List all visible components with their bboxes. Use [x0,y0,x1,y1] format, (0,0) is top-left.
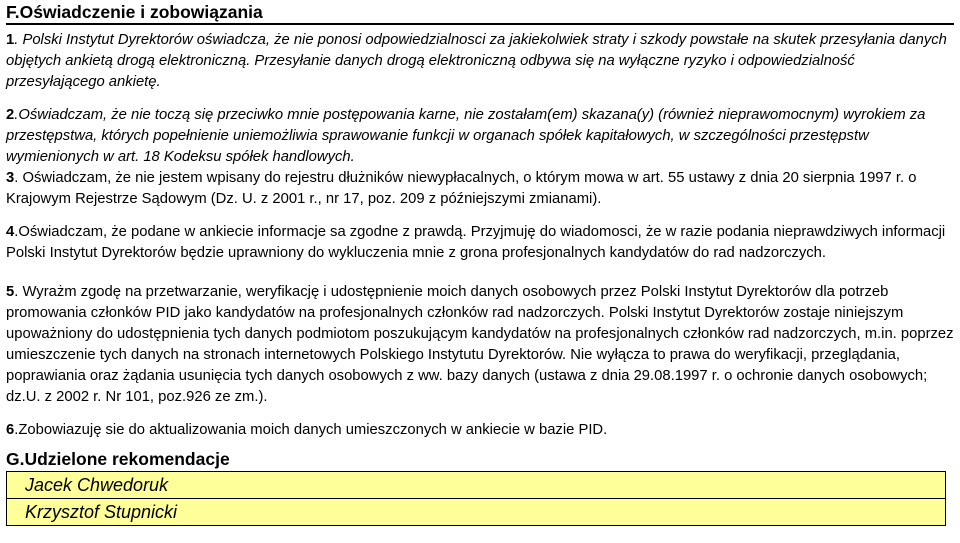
statement-4-number: 4 [6,224,15,240]
statement-1-text: . Polski Instytut Dyrektorów oświadcza, że nie ponosi odpowiedzialnosci za jakiekolwiek straty i szkody powstałe na skutek przesyłania danych objętych ankietą drogą elektroniczną. Przesyłanie danych drogą elektroniczną odbywa się na wyłączne ryzyko i odpowiedzialność przesyłającego ankietę. [6,32,947,90]
statement-2-number: 2 [6,107,15,123]
recommendation-cell-1[interactable]: Jacek Chwedoruk [7,472,946,499]
statement-1-number: 1 [6,32,15,48]
recommendation-row [7,472,946,499]
recommendation-row [7,499,946,526]
statement-2 [6,105,954,168]
statement-5-number: 5 [6,284,15,300]
statement-6 [6,420,954,441]
statement-3-number: 3 [6,170,15,186]
statement-4 [6,222,954,264]
statement-1 [6,25,954,93]
section-f-title: F.Oświadczenie i zobowiązania [6,0,954,25]
statement-6-text: .Zobowiazuję sie do aktualizowania moich danych umieszczonych w ankiecie w bazie PID. [14,422,608,438]
statement-5 [6,282,954,408]
statement-3-text: . Oświadczam, że nie jestem wpisany do rejestru dłużników niewypłacalnych, o którym mowa w art. 55 ustawy z dnia 20 sierpnia 1997 r. o Krajowym Rejestrze Sądowym (Dz. U. z 2001 r., nr 17, poz. 209 z późniejszymi zmianami). [6,170,917,207]
statement-3 [6,168,954,210]
statement-5-text: . Wyrażm zgodę na przetwarzanie, weryfikację i udostępnienie moich danych osobowych przez Polski Instytut Dyrektorów dla potrzeb promowania członków PID jako kandydatów na profesjonalnych członków rad nadzorczych. Polski Instytut Dyrektorów zostaje niniejszym upoważniony do udostępnienia tych danych podmiotom poszukującym kandydatów na profesjonalnych członków rad nadzorczych, m.in. poprzez umieszczenie tych danych na stronach internetowych Polskiego Instytutu Dyrektorów. Nie wyłącza to prawa do weryfikacji, przeglądania, poprawiania oraz żądania usunięcia tych danych osobowych z ww. bazy danych (ustawa z dnia 29.08.1997 r. o ochronie danych osobowych; dz.U. z 2002 r. Nr 101, poz.926 ze zm.). [6,284,954,405]
recommendation-cell-2[interactable]: Krzysztof Stupnicki [7,499,946,526]
statement-6-number: 6 [6,422,15,438]
statement-4-text: .Oświadczam, że podane w ankiecie informacje sa zgodne z prawdą. Przyjmuję do wiadomosci, że w razie podania nieprawdziwych informacji Polski Instytut Dyrektorów będzie uprawniony do wykluczenia mnie z grona profesjonalnych kandydatów do rad nadzorczych. [6,224,946,261]
recommendations-table [6,471,946,526]
statement-2-text: .Oświadczam, że nie toczą się przeciwko mnie postępowania karne, nie zostałam(em) skazana(y) (również nieprawomocnym) wyrokiem za przestępstwa, których popełnienie uniemożliwia sprawowanie funkcji w organach spółek kapitałowych, w szczególności przestępstw wymienionych w art. 18 Kodeksu spółek handlowych. [6,107,926,165]
section-g-title: G.Udzielone rekomendacje [6,449,230,469]
